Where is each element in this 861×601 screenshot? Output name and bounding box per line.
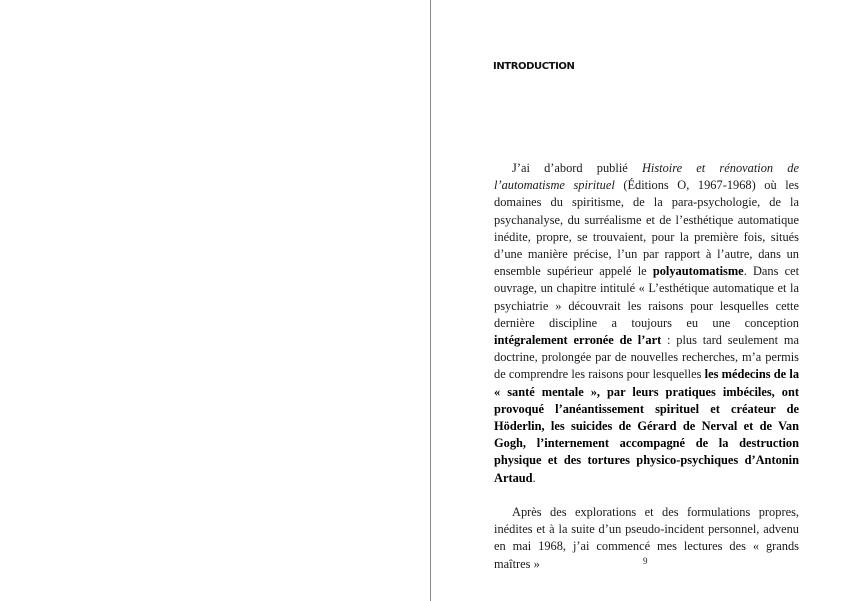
left-page-blank: [0, 0, 430, 601]
paragraph-1: [494, 160, 799, 487]
body-text: [494, 160, 799, 573]
book-title: Histoire et rénovation de l’automatisme spirituel: [494, 161, 799, 193]
p1-text-3: . Dans cet ouvrage, un chapitre intitulé « L’esthétique automatique et la psychiatrie » découvrait les raisons pour lesquelles cette dernière discipline a toujours eu une conception: [494, 264, 800, 330]
p1-text-4: : plus tard seulement ma doctrine, prolongée par de nouvelles recherches, m’a permis de comprendre les raisons pour lesquelles: [494, 333, 799, 382]
emphasis-erronee: intégralement erronée de l’art: [494, 333, 662, 348]
emphasis-medecins: les médecins de la « santé mentale », par leurs pratiques imbéciles, ont provoqué l’anéantissement spirituel et créateur de Höderlin, les suicides de Gérard de Nerval et de Van Gogh, l’internement accompagné de la destruction physique et des tortures physico-psychiques d’Antonin Artaud: [494, 367, 800, 485]
p1-text-5: .: [532, 470, 536, 485]
page-number: 9: [643, 556, 648, 566]
term-polyautomatisme: polyautomatisme: [652, 264, 744, 279]
right-page: [431, 0, 861, 601]
p1-text-1: J’ai d’abord publié: [512, 161, 642, 175]
p1-text-2: (Éditions O, 1967-1968) où les domaines du spiritisme, de la para-psychologie, de la psychanalyse, du surréalisme et de l’esthétique automatique inédite, propre, se trouvaient, pour la première fois, situés d’une manière précise, l’un par rapport à l’autre, dans un ensemble supérieur appelé le: [494, 178, 799, 279]
chapter-title: INTRODUCTION: [493, 61, 575, 72]
paragraph-2: Après des explorations et des formulations propres, inédites et à la suite d’un pseudo-incident personnel, advenu en mai 1968, j’ai commencé mes lectures des « grands maîtres »: [494, 505, 799, 571]
